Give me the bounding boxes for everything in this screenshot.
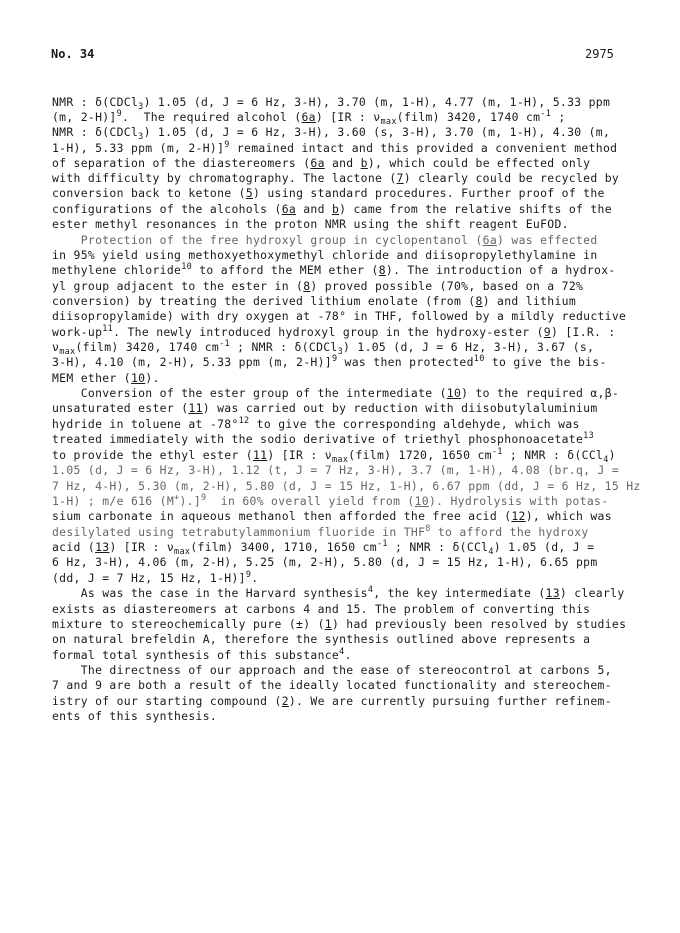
superscript: -1 <box>540 109 552 119</box>
text-run: . The required alcohol ( <box>122 110 302 124</box>
text-run: ) [I.R. : <box>550 325 616 339</box>
text-run: 7 Hz, 4-H), 5.30 (m, 2-H), 5.80 (d, J = 15 Hz, 1-H), 6.67 ppm (dd, J = 6 Hz, 15 Hz <box>52 479 641 493</box>
subscript: 4 <box>603 455 609 465</box>
superscript: 11 <box>102 324 114 334</box>
text-run: of separation of the diastereomers ( <box>52 156 311 170</box>
text-line <box>52 449 616 464</box>
text-run: ) [IR : ν <box>109 540 175 554</box>
text-run: ). The introduction of a hydrox- <box>385 263 616 277</box>
compound-reference: 6a <box>281 202 297 216</box>
text-line <box>52 96 610 111</box>
text-run: ) proved possible (70%, based on a 72% <box>310 279 584 293</box>
text-line <box>52 649 352 664</box>
text-run: (dd, J = 7 Hz, 15 Hz, 1-H)] <box>52 571 246 585</box>
text-run: ) 1.05 (d, J = 6 Hz, 3-H), 3.67 (s, <box>343 340 595 354</box>
text-line <box>52 326 616 341</box>
text-line <box>52 710 217 723</box>
compound-reference: 6a <box>301 110 316 124</box>
text-line <box>52 664 612 677</box>
text-run: ; NMR : δ(CCl <box>387 540 489 554</box>
subscript: max <box>380 117 397 127</box>
text-run: The directness of our approach and the ease of stereocontrol at carbons 5, <box>52 663 612 677</box>
text-line <box>52 142 617 157</box>
superscript: 12 <box>238 416 250 426</box>
compound-reference: 12 <box>511 509 526 523</box>
compound-reference: 2 <box>281 694 289 708</box>
compound-reference: 6a <box>482 233 498 247</box>
text-run: (film) 3420, 1740 cm <box>396 110 541 124</box>
text-run: istry of our starting compound ( <box>52 694 282 708</box>
text-run: formal total synthesis of this substance <box>52 648 340 662</box>
superscript: -1 <box>376 539 388 549</box>
text-run: ) [IR : ν <box>267 448 332 462</box>
text-line <box>52 495 608 510</box>
text-line <box>52 372 160 385</box>
text-line <box>52 603 590 616</box>
text-line <box>52 480 641 493</box>
text-run: hydride in toluene at -78° <box>52 417 239 431</box>
text-line <box>52 679 612 692</box>
text-line <box>52 433 594 448</box>
text-run: exists as diastereomers at carbons 4 and 15. The problem of converting this <box>52 602 591 616</box>
compound-reference: 8 <box>475 294 483 308</box>
text-run: to provide the ethyl ester ( <box>52 448 253 462</box>
compound-reference: 5 <box>245 186 253 200</box>
compound-reference: 1 <box>324 617 332 631</box>
text-line <box>52 618 626 631</box>
text-line <box>52 264 616 279</box>
compound-reference: 8 <box>378 263 386 277</box>
text-run: ) was carried out by reduction with diisobutylaluminium <box>202 401 598 415</box>
text-line <box>52 587 625 602</box>
text-line <box>52 526 589 541</box>
text-line <box>52 249 598 262</box>
text-run: ) using standard procedures. Further proof of the <box>253 186 605 200</box>
text-run: ; NMR : δ(CDCl <box>229 340 338 354</box>
text-run: treated immediately with the sodio derivative of triethyl phosphonoacetate <box>52 432 584 446</box>
compound-reference: 11 <box>252 448 268 462</box>
text-line <box>52 187 605 200</box>
text-run: configurations of the alcohols ( <box>52 202 282 216</box>
text-run: in 95% yield using methoxyethoxymethyl chloride and diisopropylethylamine in <box>52 248 598 262</box>
text-run: ) had previously been resolved by studies <box>331 617 627 631</box>
text-line <box>52 510 612 523</box>
text-line <box>52 695 612 708</box>
text-run: 3-H), 4.10 (m, 2-H), 5.33 ppm (m, 2-H)] <box>52 355 332 369</box>
text-run: 7 and 9 are both a result of the ideally located functionality and stereochem- <box>52 678 612 692</box>
text-run: ) 1.05 (d, J = 6 Hz, 3-H), 3.70 (m, 1-H), 4.77 (m, 1-H), 5.33 ppm <box>143 95 611 109</box>
text-run: ) came from the relative shifts of the <box>339 202 612 216</box>
text-run: on natural brefeldin A, therefore the synthesis outlined above represents a <box>52 632 591 646</box>
text-run: and <box>296 202 332 216</box>
text-run: ; <box>551 110 566 124</box>
text-run: 1.05 (d, J = 6 Hz, 3-H), 1.12 (t, J = 7 Hz, 3-H), 3.7 (m, 1-H), 4.08 (br.q, J = <box>52 463 620 477</box>
text-run: sium carbonate in aqueous methanol then afforded the free acid ( <box>52 509 512 523</box>
text-run: ) 1.05 (d, J = 6 Hz, 3-H), 3.60 (s, 3-H), 3.70 (m, 1-H), 4.30 (m, <box>143 125 611 139</box>
subscript: max <box>174 547 191 557</box>
text-run: with difficulty by chromatography. The lactone ( <box>52 171 397 185</box>
text-line <box>52 572 258 587</box>
text-line <box>52 126 610 141</box>
text-run: acid ( <box>52 540 96 554</box>
compound-reference: b <box>331 202 340 216</box>
compound-reference: 13 <box>95 540 110 554</box>
journal-issue-label: No. 34 <box>51 47 95 61</box>
compound-reference: 10 <box>414 494 429 508</box>
text-line <box>52 310 626 323</box>
text-line <box>52 387 619 400</box>
text-run: ) clearly <box>559 586 625 600</box>
text-run: As was the case in the Harvard synthesis <box>52 586 368 600</box>
text-line <box>52 356 607 371</box>
superscript: 9 <box>331 354 338 364</box>
subscript: 3 <box>337 347 344 357</box>
compound-reference: 7 <box>396 171 404 185</box>
text-run: ), which could be effected only <box>367 156 591 170</box>
compound-reference: 10 <box>130 371 146 385</box>
text-run: ) <box>608 448 616 462</box>
superscript: 4 <box>367 585 374 595</box>
superscript: 9 <box>116 109 123 119</box>
subscript: 3 <box>138 102 144 112</box>
text-run: ents of this synthesis. <box>52 709 218 723</box>
superscript: + <box>174 493 180 503</box>
superscript: 9 <box>245 570 252 580</box>
text-run: ). We are currently pursuing further refinem- <box>288 694 612 708</box>
text-line <box>52 280 583 293</box>
text-run: ) [IR : ν <box>315 110 381 124</box>
text-run: ester methyl resonances in the proton NMR using the shift reagent EuFOD. <box>52 217 569 231</box>
text-run: methylene chloride <box>52 263 182 277</box>
superscript: -1 <box>491 447 503 457</box>
text-run: Conversion of the ester group of the intermediate ( <box>52 386 447 400</box>
text-run: yl group adjacent to the ester in ( <box>52 279 304 293</box>
superscript: 8 <box>425 524 431 534</box>
text-run: to give the bis- <box>484 355 607 369</box>
text-run: mixture to stereochemically pure (±) ( <box>52 617 325 631</box>
page-number: 2975 <box>585 47 614 61</box>
text-run: . The newly introduced hydroxyl group in the hydroxy-ester ( <box>113 325 544 339</box>
text-run: desilylated using tetrabutylammonium fluoride in THF <box>52 525 426 539</box>
text-run: ), which was <box>525 509 612 523</box>
text-line <box>52 218 569 231</box>
text-run: ) clearly could be recycled by <box>403 171 620 185</box>
text-run: to afford the hydroxy <box>430 525 589 539</box>
superscript: 9 <box>224 140 230 150</box>
text-run: . <box>344 648 352 662</box>
text-run: conversion back to ketone ( <box>52 186 246 200</box>
text-run: ) 1.05 (d, J = <box>493 540 595 554</box>
text-run: work-up <box>52 325 103 339</box>
text-run: unsaturated ester ( <box>52 401 189 415</box>
subscript: max <box>59 347 76 357</box>
text-run: (film) 1720, 1650 cm <box>348 448 492 462</box>
text-line <box>52 418 580 433</box>
text-run: ) and lithium <box>482 294 576 308</box>
text-run: 6 Hz, 3-H), 4.06 (m, 2-H), 5.25 (m, 2-H), 5.80 (d, J = 15 Hz, 1-H), 6.65 ppm <box>52 555 598 569</box>
text-line <box>52 633 590 646</box>
text-run: to give the corresponding aldehyde, which was <box>249 417 580 431</box>
text-run: NMR : δ(CDCl <box>52 95 139 109</box>
text-run: ; NMR : δ(CCl <box>502 448 604 462</box>
compound-reference: 10 <box>446 386 462 400</box>
subscript: 4 <box>488 547 494 557</box>
superscript: 4 <box>339 647 345 657</box>
text-run: ). Hydrolysis with potas- <box>428 494 609 508</box>
text-line <box>52 402 598 415</box>
text-run: Protection of the free hydroxyl group in cyclopentanol ( <box>52 233 483 247</box>
text-run: and <box>324 156 361 170</box>
text-line <box>52 295 576 308</box>
compound-reference: 9 <box>543 325 551 339</box>
compound-reference: 6a <box>310 156 325 170</box>
text-line <box>52 556 598 569</box>
text-run: . <box>251 571 259 585</box>
compound-reference: 13 <box>545 586 560 600</box>
text-run: (film) 3400, 1710, 1650 cm <box>190 540 377 554</box>
text-line <box>52 111 566 126</box>
text-run: (m, 2-H)] <box>52 110 117 124</box>
text-run: ) to the required α,β- <box>461 386 620 400</box>
text-run: 1-H) ; m/e 616 (M <box>52 494 175 508</box>
text-line <box>52 341 594 356</box>
text-line <box>52 203 612 216</box>
text-run: ) was effected <box>497 233 598 247</box>
superscript: 10 <box>181 262 193 272</box>
text-run: NMR : δ(CDCl <box>52 125 139 139</box>
text-run: (film) 3420, 1740 cm <box>75 340 220 354</box>
text-line <box>52 541 594 556</box>
text-run: ν <box>52 340 60 354</box>
text-run: remained intact and this provided a convenient method <box>229 141 618 155</box>
text-run: ). <box>145 371 160 385</box>
text-run: ).] <box>179 494 202 508</box>
superscript: -1 <box>219 339 230 349</box>
compound-reference: 11 <box>188 401 203 415</box>
text-run: diisopropylamide) with dry oxygen at -78° in THF, followed by a mildly reductive <box>52 309 627 323</box>
superscript: 10 <box>473 354 485 364</box>
text-run: in 60% overall yield from ( <box>206 494 415 508</box>
text-run: MEM ether ( <box>52 371 131 385</box>
text-line <box>52 464 619 477</box>
text-run: was then protected <box>337 355 474 369</box>
text-run: , the key intermediate ( <box>373 586 546 600</box>
superscript: 13 <box>583 431 595 441</box>
text-line <box>52 234 598 247</box>
compound-reference: 8 <box>303 279 311 293</box>
text-line <box>52 172 619 185</box>
text-run: 1-H), 5.33 ppm (m, 2-H)] <box>52 141 225 155</box>
subscript: max <box>331 455 349 465</box>
text-run: to afford the MEM ether ( <box>192 263 379 277</box>
text-line <box>52 157 590 170</box>
subscript: 3 <box>138 132 144 142</box>
text-run: conversion) by treating the derived lithium enolate (from ( <box>52 294 476 308</box>
superscript: 9 <box>201 493 207 503</box>
compound-reference: b <box>360 156 368 170</box>
